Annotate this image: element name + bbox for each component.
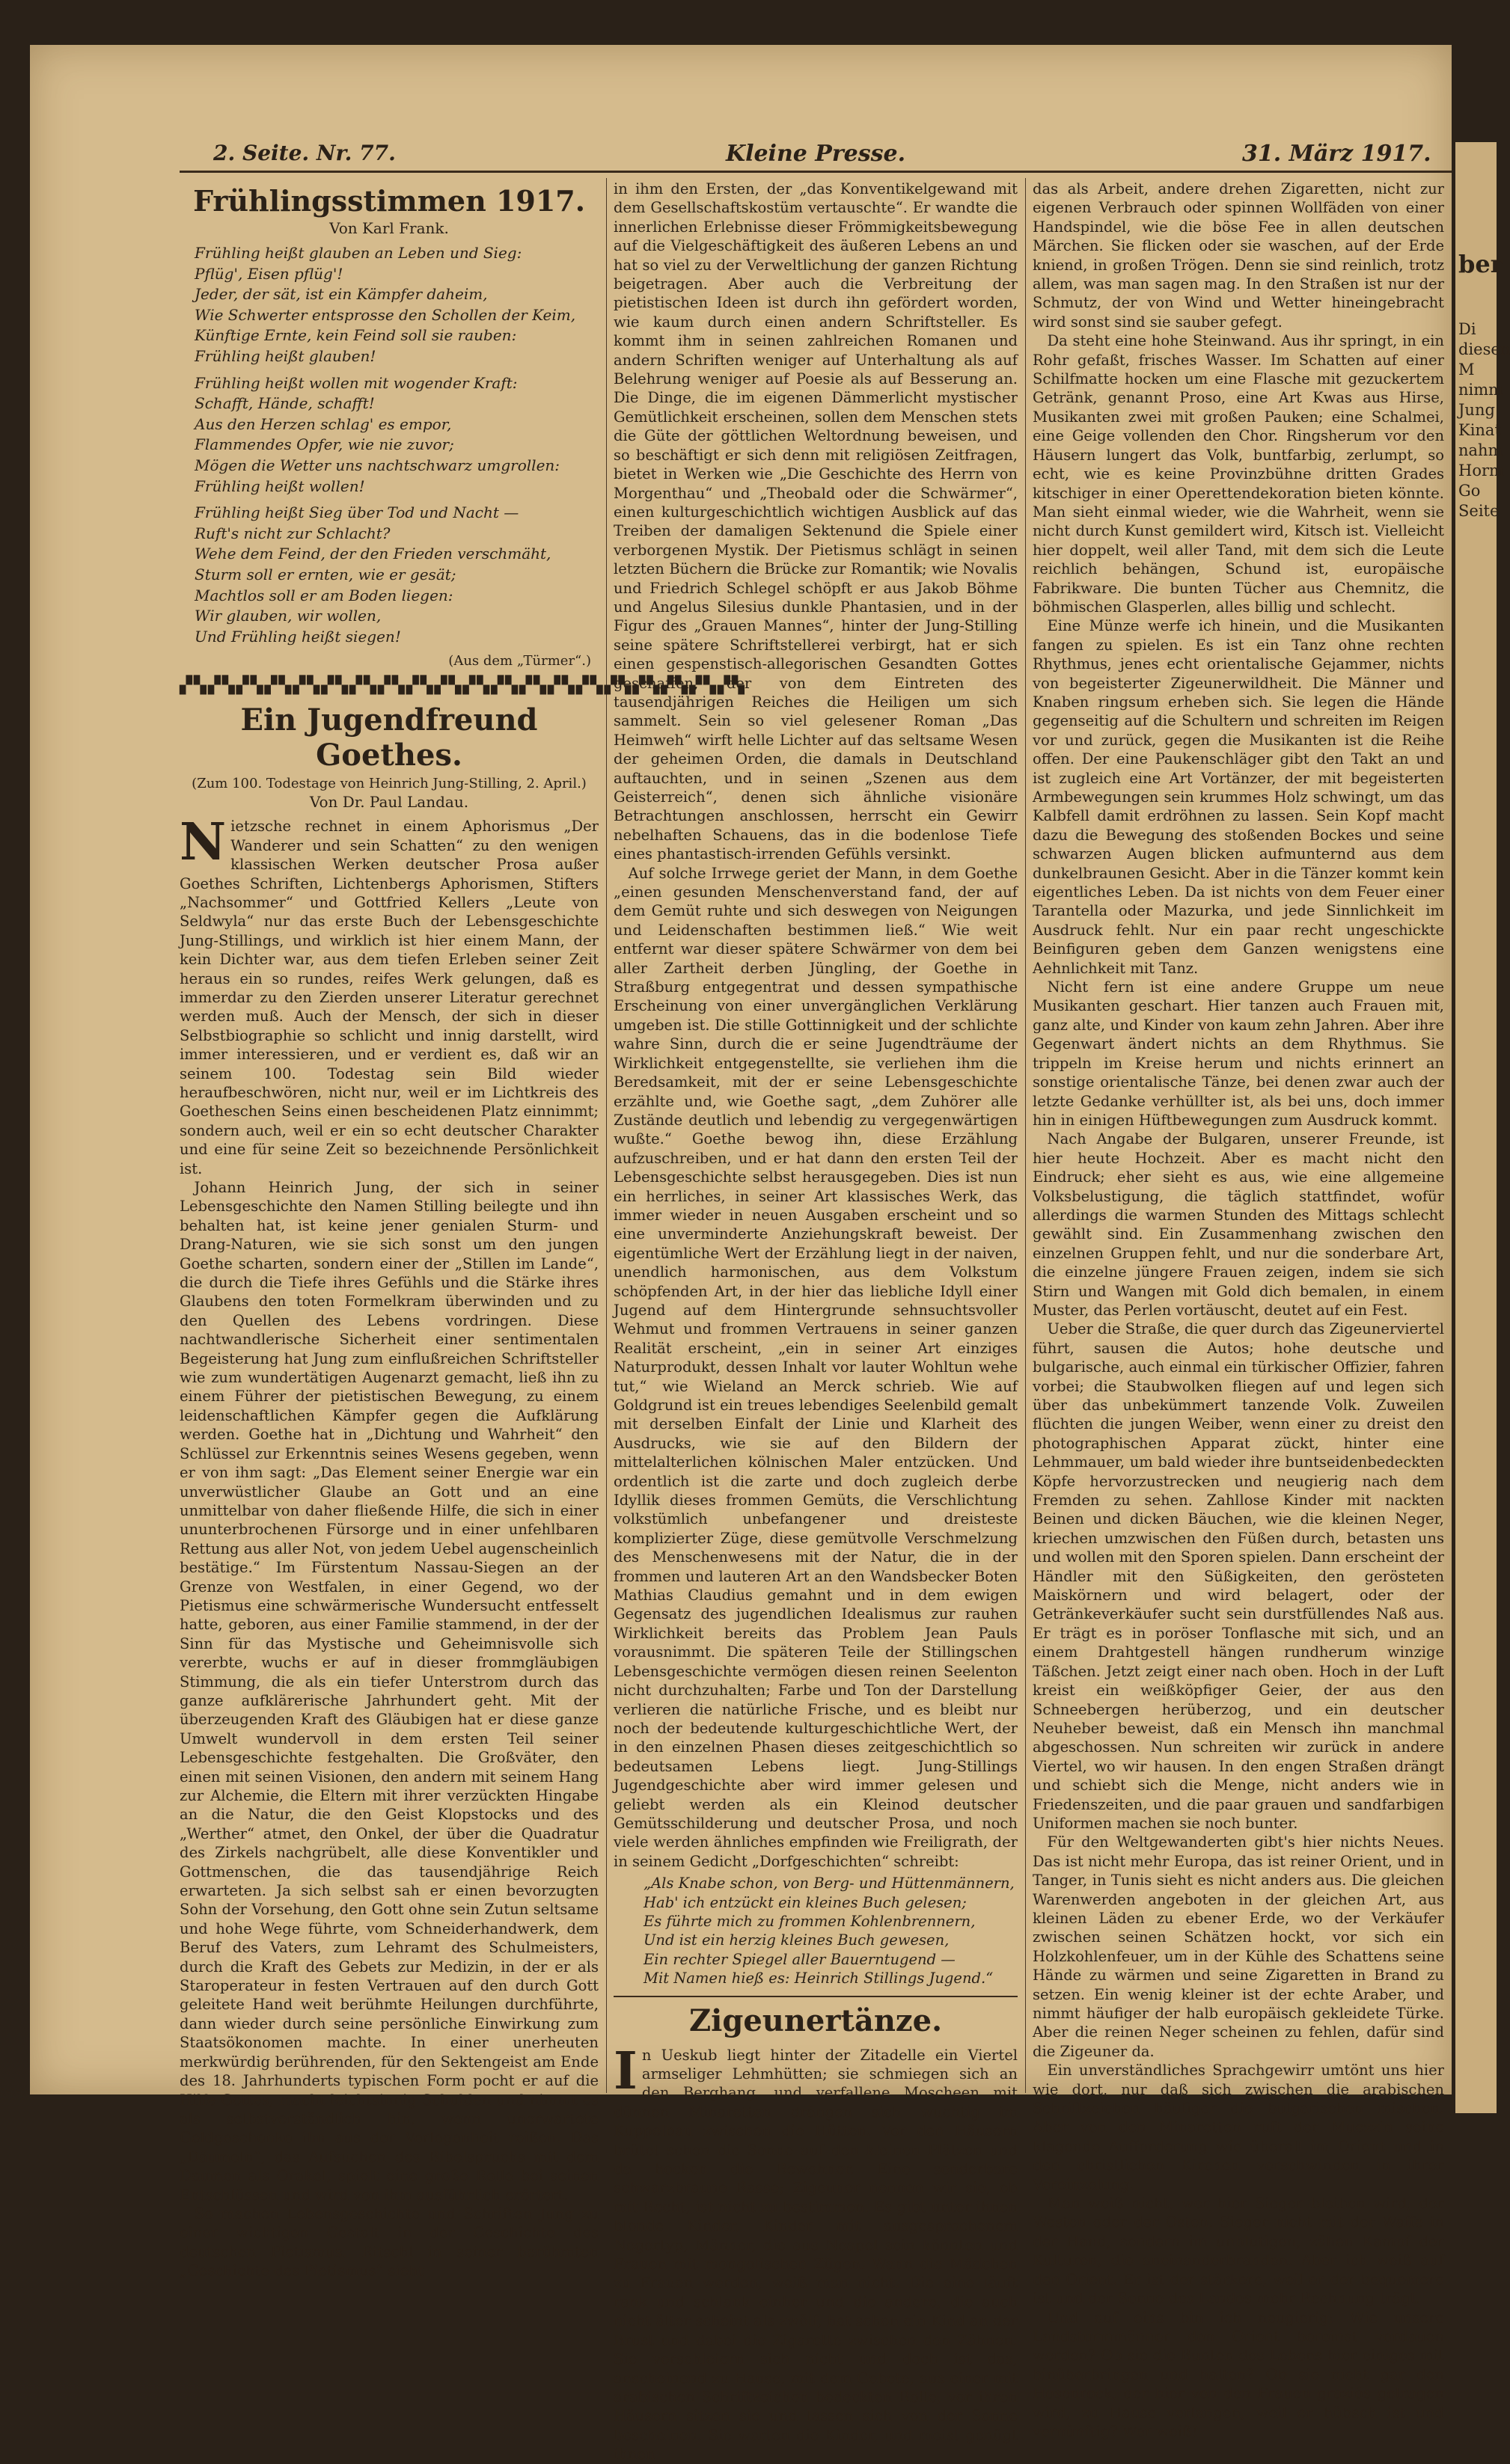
- page-header: [30, 45, 1452, 180]
- poem-title: Frühlingsstimmen 1917.: [193, 184, 585, 218]
- goethe-body-col2: [614, 180, 1018, 1871]
- paragraph: ietzsche rechnet in einem Aphorismus „Der Wanderer und sein Schatten“ zu den wenigen klassischen Werken deutscher Prosa außer Goethes Schriften, Lichtenbergs Aphorismen, Stifters „Nachsommer“ und Gottfried Kellers „Leute von Seldwyla“ nur das erste Buch der Lebensgeschichte Jung-Stillings, und wirklich ist hier einem Mann, der kein Dichter war, aus dem tiefen Erleben seiner Zeit heraus ein so rundes, reifes Werk gelungen, daß es immerdar zu den Zierden unserer Literatur gerechnet werden muß. Auch der Mensch, der sich in dieser Selbstbiographie so schlicht und innig darstellt, wird immer interessieren, und er verdient es, daß wir an seinem 100. Todestag sein Bild wieder heraufbeschwören, nicht nur, weil er im Lichtkreis des Goetheschen Seins einen bescheidenen Platz einnimmt; sondern auch, weil er ein so echt deutscher Charakter und eine für seine Zeit so bezeichnende Persönlichkeit ist.: [180, 818, 599, 1177]
- gypsy-body-col2: [614, 2041, 1018, 2464]
- article-separator: [614, 1996, 1018, 1997]
- fragment: ber: [1458, 250, 1503, 278]
- poem-stanza: [195, 503, 599, 647]
- poem-line: Und Frühling heißt siegen!: [195, 627, 401, 646]
- dropcap-i: I: [614, 2041, 638, 2101]
- dropcap-n: N: [180, 812, 227, 873]
- goethe-byline: Von Dr. Paul Landau.: [309, 793, 469, 812]
- paragraph: So machen Lebensgeschichte und Schriften Jung zu einer wichtigen Gestalt in der Geschichte des deutschen Pietismus. Ritschl in seiner berühmten „Geschichte des Pietismus“ sieht: [180, 2204, 599, 2280]
- paragraph: n Ueskub liegt hinter der Zitadelle ein Viertel armseliger Lehmhütten; sie schmiegen sich an den Berghang, und verfallene Moscheen mit dünnen Minaretten drängen sich wuchtig im Kuppelbau zwischen die Hütten. Vor den Häusern brütet schon die Sonne auf den kleinen Plätzen und da hocken die Bewohner. Eine sonderbare schwarzbraune Rasse; Zigeuner nennen wir sie, ob mit Recht, ist nicht zu bestimmen. Es gibt unter ihnen blonde Kinder, Kinder mit ausgesprochenem Negertyp, Männer, die aus Neapel sein könnten und Frauen mit mongolischen Zügen. Wann die Mädchen zu Frauen werden, weiß man nicht. Die eine läuft rank und schlank einher und die andere, die auch nicht älter scheint als zwölf, hat schon ein Kind an der Brust und dabei die Zigarette zwischen den Zähnen. Sie verschleiern sich nicht und doch ist das, anscheinend zu Hause, mit dem Gebete, aus einer mit arabischen Schriftzeichen bedeckten Rolle, vor ihren Häusern sitzen sie und lassen sich von der Sonne bescheinen. Sie warten die Kinder, und meist genügt ihnen: [614, 2046, 1018, 2463]
- goethe-title: Ein Jugendfreund Goethes.: [240, 702, 538, 773]
- paragraph: Für den Weltgewanderten gibt's hier nichts Neues. Das ist nicht mehr Europa, das ist reiner Orient, und in Tanger, in Tunis sieht es nicht anders aus. Die gleichen Warenwerden angeboten in der gleichen Art, aus kleinen Läden zu ebener Erde, wo der Verkäufer zwischen seinen Schätzen hockt, vor sich ein Holzkohlenfeuer, um in der Kühle des Schattens seine Hände zu wärmen und seine Zigaretten in Brand zu setzen. Ein wenig kleiner ist der echte Araber, und nimmt häufiger der halb europäisch gekleidete Türke. Aber die reinen Neger scheinen zu fehlen, dafür sind die Zigeuner da.: [1033, 1833, 1444, 2060]
- gypsy-body-col3: [1033, 180, 1444, 2441]
- paragraph: Johann Heinrich Jung, der sich in seiner Lebensgeschichte den Namen Stilling beilegte und ihn behalten hat, ist keine jener genialen Sturm- und Drang-Naturen, wie sie sich sonst um den jungen Goethe scharten, sondern einer der „Stillen im Lande“, die durch die Tiefe ihres Gefühls und die Stärke ihres Glaubens den toten Formelkram überwinden und zu den Quellen des Lebens vordringen. Diese nachtwandlerische Sicherheit einer sentimentalen Begeisterung hat Jung zum einflußreichen Schriftsteller wie zum wundertätigen Augenarzt gemacht, ließ ihn zu einem Führer der pietistischen Bewegung, zu einem leidenschaftlichen Kämpfer gegen die Aufklärung werden. Goethe hat in „Dichtung und Wahrheit“ den Schlüssel zur Erkenntnis seines Wesens gegeben, wenn er von ihm sagt: „Das Element seiner Energie war ein unverwüstlicher Glaube an Gott und an eine unmittelbar von daher fließende Hilfe, die sich in einer ununterbrochenen Fürsorge und in einer unfehlbaren Rettung aus aller Not, von jedem Uebel augenscheinlich bestätige.“ Im Fürstentum Nassau-Siegen an der Grenze von Westfalen, in einer Gegend, wo der Pietismus eine schwärmerische Wundersucht entfesselt hatte, geboren, aus einer Familie stammend, in der der Sinn für das Mystische und Geheimnisvolle sich vererbte, wuchs er auf in dieser frommgläubigen Stimmung, die als ein tiefer Unterstrom durch das ganze aufklärerische Jahrhundert geht. Mit der überzeugenden Kraft des Gläubigen hat er diese ganze Umwelt wundervoll in dem ersten Teil seiner Lebensgeschichte festgehalten. Die Großväter, den einen mit seinen Visionen, den andern mit seinem Hang zur Alchemie, die Eltern mit ihrer verzückten Hingabe an die Natur, die den Geist Klopstocks und des „Werther“ atmet, den Onkel, der über die Quadratur des Zirkels nachgrübelt, alle diese Konventikler und Gottmenschen, die das tausendjährige Reich erwarteten. Ja sich selbst sah er einen bevorzugten Sohn der Vorsehung, den Gott ohne sein Zutun seltsame und hohe Wege führte, vom Schneiderhandwerk, dem Beruf des Vaters, zum Lehramt des Schulmeisters, durch die Kraft des Gebets zur Medizin, in der er als Staroperateur in festen Vertrauen auf den durch Gott geleitete Hand weit berühmte Heilungen durchführte, dann wieder durch seine persönliche Einwirkung zum Staatsökonomen machte. In einer unerheuten merkwürdig berührenden, für den Sektengeist am Ende des 18. Jahrhunderts typischen Form pocht er auf die Hilfe Gottes, macht leichtsinnig Schulden und nimmt es als selbstverständlich hin, wenn unerwartete Geldgeschenke ihn aus der Verlegenheit reißen. Das „Däumeln“, das Aufsuchen des Bibelspruchs mit dem Daumen als Orakel, spielt eine große Rolle bei seinen Entschlüssen und wird von ihm ausführlich erörtert.: [180, 1179, 599, 2204]
- fragment: Jung: [1458, 401, 1495, 419]
- quote-line: Mit Namen hieß es: Heinrich Stillings Jugend.“: [644, 1970, 994, 1988]
- paragraph: Auf solche Irrwege geriet der Mann, in dem Goethe „einen gesunden Menschenverstand fand, der auf dem Gemüt ruhte und sich deswegen von Neigungen und Leidenschaften bestimmen ließ.“ Wie weit entfernt war dieser spätere Schwärmer von dem bei aller Zartheit derben Jüngling, der Goethe in Straßburg entgegentrat und dessen sympathische Erscheinung von einer unvergänglichen Verklärung umgeben ist. Die stille Gottinnigkeit und der schlichte wahre Sinn, durch die er seine Jugendträume der Wirklichkeit entgegenstellte, sie verliehen ihm die Beredsamkeit, mit der er seine Lebensgeschichte erzählte und, wie Goethe sagt, „dem Zuhörer alle Zustände deutlich und lebendig zu vergegenwärtigen wußte.“ Goethe bewog ihn, diese Erzählung aufzuschreiben, und er hat dann den ersten Teil der Lebensgeschichte selbst herausgegeben. Dies ist nun ein herrliches, in seiner Art klassisches Werk, das immer wieder in neuen Ausgaben erscheint und so eine unverminderte Anziehungskraft beweist. Der eigentümliche Wert der Erzählung liegt in der naiven, unendlich harmonischen, aus dem Volkstum schöpfenden Art, in der hier das liebliche Idyll einer Jugend auf dem Hintergrunde sehnsuchtsvoller Wehmut und frommen Vertrauens in seiner ganzen Realität erscheint, „ein in seiner Art einziges Naturprodukt, dessen Inhalt vor lauter Wohltun wehe tut,“ wie Wieland an Merck schrieb. Wie auf Goldgrund ist ein treues lebendiges Seelenbild gemalt mit derselben Einfalt der Linie und Klarheit des Ausdrucks, wie sie auf den Bildern der mittelalterlichen kölnischen Maler entzücken. Und ordentlich ist die zarte und doch zugleich derbe Idyllik dieses frommen Gemüts, die Verschlichtung volkstümlich unbefangener und dreisteste komplizierter Züge, diese gemütvolle Verschmelzung des Menschenwesens mit der Natur, die in der frommen und lauteren Art an den Wandsbecker Boten Mathias Claudius gemahnt und in dem ewigen Gegensatz des jugendlichen Idealismus zur rauhen Wirklichkeit bereits das Problem Jean Pauls vorausnimmt. Die späteren Teile der Stillingschen Lebensgeschichte vermögen diesen reinen Seelenton nicht durchzuhalten; Farbe und Ton der Darstellung verlieren die natürliche Frische, und es bleibt nur noch der bedeutende kulturgeschichtliche Wert, der in den einzelnen Phasen dieses zeitgeschichtlich so bedeutsamen Lebens liegt. Jung-Stillings Jugendgeschichte aber wird immer gelesen und geliebt werden als ein Kleinod deutscher Gemütsschilderung und deutscher Prosa, und noch viele werden ähnliches empfinden wie Freiligrath, der in seinem Gedicht „Dorfgeschichten“ schreibt:: [614, 864, 1018, 1870]
- fragment: nahm: [1458, 441, 1503, 459]
- fragment: diesen: [1458, 340, 1510, 358]
- poem-line: Frühling heißt Sieg über Tod und Nacht —: [195, 503, 519, 522]
- header-left: 2. Seite. Nr. 77.: [213, 141, 396, 165]
- poem-body: [195, 243, 599, 647]
- poem-line: Wie Schwerter entsprosse den Schollen der Keim,: [195, 305, 576, 324]
- paragraph: Eine Münze werfe ich hinein, und die Musikanten fangen zu spielen. Es ist ein Tanz ohne rechten Rhythmus, jenes echt orientalische Gejammer, nichts von begeisterter Zigeunerwildheit. Die Männer und Knaben ringsum erheben sich. Sie legen die Hände gegenseitig auf die Schultern und schreiten im Reigen vor und zurück, gegen die Musikanten ist die Reihe offen. Der eine Paukenschläger gibt den Takt an und ist zugleich eine Art Vortänzer, der mit begeisterten Armbewegungen sein krummes Holz schwingt, um das Kalbfell damit erdröhnen zu lassen. Sein Kopf macht dazu die Bewegung des stoßenden Bockes und seine schwarzen Augen blicken aufmunternd aus dem dunkelbraunen Gesicht. Aber in die Tänzer kommt kein eigentliches Leben. Da ist nichts von dem Feuer einer Tarantella oder Mazurka, und jede Sinnlichkeit im Ausdruck fehlt. Nur ein paar recht ungeschickte Beinfiguren geben dem Ganzen wenigstens eine Aehnlichkeit mit Tanz.: [1033, 617, 1444, 977]
- poem-line: Wehe dem Feind, der den Frieden verschmäht,: [195, 545, 551, 563]
- fragment: nimm: [1458, 381, 1504, 399]
- poem-line: Pflüg', Eisen pflüg'!: [195, 264, 343, 283]
- header-center: Kleine Presse.: [726, 141, 906, 167]
- paragraph: Nicht fern ist eine andere Gruppe um neue Musikanten geschart. Hier tanzen auch Frauen mit, ganz alte, und Kinder von kaum zehn Jahren. Aber ihre Gegenwart ändert nichts an dem Rhythmus. Sie trippeln im Kreise herum und nichts erinnert an sonstige orientalische Tänze, bei denen zwar auch der letzte Gedanke verhüllter ist, als bei uns, doch immer hin in einigen Hüftbewegungen zum Ausdruck kommt.: [1033, 978, 1444, 1129]
- column-3: [1033, 180, 1444, 2440]
- fragment: Seite: [1458, 502, 1500, 520]
- poem-line: Sturm soll er ernten, wie er gesät;: [195, 565, 456, 583]
- paragraph: Und auf eins bin ich neugierig: Wie unsere Landsturmmänner den Orient bereinst verdauen werden? Ob sie die Bunten des Lebens hier einiges mit hinüberbringen und halten? Ob sie nicht gar den Hosenrock, der hier von den Frauen graziös getragen wird, zu Hause verlangen, weil er hübsch ist und vernünftig? Wer weiß!: [1033, 2308, 1444, 2440]
- poem-line: Aus den Herzen schlag' es empor,: [195, 414, 452, 433]
- poem-line: Wir glauben, wir wollen,: [195, 607, 382, 625]
- poem-line: Jeder, der sät, ist ein Kämpfer daheim,: [195, 285, 488, 304]
- poem-line: Schafft, Hände, schafft!: [195, 394, 375, 413]
- poem-byline: Von Karl Frank.: [329, 219, 449, 237]
- poem-stanza: [195, 373, 599, 497]
- poem-line: Frühling heißt wollen mit wogender Kraft:: [195, 373, 518, 392]
- paragraph: Ueber die Straße, die quer durch das Zigeunerviertel führt, sausen die Autos; hohe deutsche und bulgarische, auch einmal ein türkischer Offizier, fahren vorbei; die Staubwolken fliegen auf und legen sich über das unbekümmert tanzende Volk. Zuweilen flüchten die jungen Weiber, wenn einer zu dreist den photographischen Apparat zückt, hinter eine Lehmmauer, um bald wieder ihre buntseidenbedeckten Köpfe hervorzustrecken und neugierig nach dem Fremden zu sehen. Zahllose Kinder mit nackten Beinen und dicken Bäuchen, wie die kleinen Neger, kriechen umzwischen den Füßen durch, betasten uns und wollen mit den Sporen spielen. Dann erscheint der Händler mit den Süßigkeiten, den gerösteten Maiskörnern und wird belagert, oder der Getränkeverkäufer sucht sein durstfüllendes Naß aus. Er trägt es in poröser Tonflasche mit sich, und an einem Drahtgestell hängen rundherum winzige Täßchen. Jetzt zeigt einer nach oben. Hoch in der Luft kreist ein weißköpfiger Geier, der aus den Schneebergen herüberzog, und ein deutscher Neuheber beweist, daß ein Mensch ihn manchmal abgeschossen. Nun schreiten wir zurück in andere Viertel, wo wir hausen. In den engen Straßen drängt und schiebt sich die Menge, nicht anders wie in Friedenszeiten, und die paar grauen und sandfarbigen Uniformen machen sie noch bunter.: [1033, 1320, 1444, 1832]
- column-divider-1: [606, 178, 607, 2093]
- paragraph: Da steht eine hohe Steinwand. Aus ihr springt, in ein Rohr gefaßt, frisches Wasser. Im Schatten auf einer Schilfmatte hocken um eine Flasche mit gezuckertem Getränk, genannt Proso, eine Art Kwas aus Hirse, Musikanten zwei mit großen Pauken; eine Schalmei, eine Geige vollenden den Chor. Ringsherum vor den Häusern lungert das Volk, buntfarbig, zerlumpt, so echt, wie es keine Provinzbühne dritten Grades kitschiger in einer Operettendekoration bieten könnte. Man sieht einmal wieder, wie die Wahrheit, wenn sie nicht durch Kunst gemildert wird, Kitsch ist. Vielleicht hier doppelt, weil aller Tand, mit dem sich die Leute reichlich behängen, Schund ist, europäische Fabrikware. Die bunten Tücher aus Chemnitz, die böhmischen Glasperlen, alles billig und schlecht.: [1033, 332, 1444, 616]
- fragment: Kinat: [1458, 421, 1501, 439]
- poem-line: Machtlos soll er am Boden liegen:: [195, 586, 453, 604]
- column-2: [614, 180, 1018, 2463]
- quote-line: Ein rechter Spiegel aller Bauerntugend —: [644, 1950, 956, 1968]
- paragraph: Nach Angabe der Bulgaren, unserer Freunde, ist hier heute Hochzeit. Aber es macht nicht den Eindruck; eher sieht es aus, wie eine allgemeine Volksbelustigung, die täglich stattfindet, wofür allerdings die warmen Stunden des Mittags schlecht gewählt sind. Ein Zusammenhang zwischen den einzelnen Gruppen fehlt, und nur die sonderbare Art, die einzelne jüngere Frauen zeigen, indem sie sich Stirn und Wangen mit Gold dich bemalen, in einem Muster, das Perlen vortäuscht, deutet auf ein Fest.: [1033, 1130, 1444, 1319]
- fragment: Go: [1458, 482, 1481, 500]
- fragment: Horm: [1458, 462, 1504, 479]
- quote-line: Es führte mich zu frommen Kohlenbrennern,: [644, 1912, 976, 1930]
- header-rule: [180, 171, 1452, 173]
- poem-stanza: [195, 243, 599, 367]
- poem-line: Frühling heißt glauben!: [195, 346, 376, 365]
- poem-line: Ruft's nicht zur Schlacht?: [195, 524, 391, 542]
- paragraph: Ein unverständliches Sprachgewirr umtönt uns hier wie dort, nur daß sich zwischen die arabischen Schriftzeichen häufiger die bulgarischen mischen. Aber von den Minaretten ruft der Muezzin seine klagende Aufforderung wie überall im Orient und in den christlichen Kirchen verschwinden in ihrer Vereinzelung.: [1033, 2062, 1444, 2193]
- goethe-subtitle: (Zum 100. Todestage von Heinrich Jung-Stilling, 2. April.): [192, 776, 587, 792]
- poem-line: Frühling heißt wollen!: [195, 476, 365, 495]
- paragraph: das als Arbeit, andere drehen Zigaretten, nicht zur eigenen Verbrauch oder spinnen Wollfäden von einer Handspindel, wie die böse Fee in allen deutschen Märchen. Sie flicken oder sie waschen, auf der Erde kniend, in großen Trögen. Denn sie sind reinlich, trotz allem, was man sagen mag. In den Straßen ist nur der Schmutz, der von Wind und Wetter hineingebracht wird sonst sind sie sauber gefegt.: [1033, 180, 1444, 331]
- column-1: [180, 180, 746, 2280]
- paragraph: in ihm den Ersten, der „das Konventikelgewand mit dem Gesellschaftskostüm vertauschte“. Er wandte die innerlichen Erlebnisse dieser Frömmigkeitsbewegung auf die Vielgeschäftigkeit des äußeren Lebens an und hat so viel zu der Verweltlichung der ganzen Richtung beigetragen. Aber auch die Verbreitung der pietistischen Ideen ist durch ihn gefördert worden, wie kaum durch einen andern Schriftsteller. Es kommt ihm in seinen zahlreichen Romanen und andern Schriften weniger auf Unterhaltung als auf Belehrung weniger auf Poesie als auf Besserung an. Die Dinge, die im eigenen Dämmerlicht mystischer Gemütlichkeit erscheinen, sollen dem Menschen stets die Güte der göttlichen Weltordnung beweisen, und so beschäftigt er sich denn mit religiösen Zeitfragen, bietet in Werken wie „Die Geschichte des Herrn von Morgenthau“ und „Theobald oder die Schwärmer“, einen kulturgeschichtlich wichtigen Ausblick auf das Treiben der damaligen Sektenund die Spiele einer verborgenen Mystik. Der Pietismus schlägt in seinen letzten Büchern die Brücke zur Romantik; wie Novalis und Friedrich Schlegel schöpft er aus Jakob Böhme und Angelus Silesius dunkle Phantasien, und in der Figur des „Grauen Mannes“, hinter der Jung-Stilling seine spätere Schriftstellerei verbirgt, hat er sich einen gespenstisch-allegorischen Gesandten Gottes geschaffen, der von dem Eintreten des tausendjährigen Reiches die Heiligen um sich sammelt. Sein so viel gelesener Roman „Das Heimweh“ wirft helle Lichter auf das seltsame Wesen der geheimen Orden, die damals in Deutschland auftauchten, und in seinen „Szenen aus dem Geisterreich“, denen sich ähnliche visionäre Betrachtungen anschlossen, herrscht ein Gewirr nebelhaften Schauens, das in die bodenlose Tiefe eines phantastisch-irrenden Gefühls versinkt.: [614, 180, 1018, 863]
- newspaper-page: [30, 45, 1452, 2463]
- paragraph: Man weiß nicht, wer hier Sieger bleiben wird, der Westen oder der Osten. Sieger nicht mit der Waffe in der Hand, sondern im unblutigen, zähen Kampf der Kulturen, die aneinanderbranden. Aber ich weiß auf den Orient. Er ist der stärkere, weil er der bequemere ist und der Sonne des Landes mehr Rechnung trägt.: [1033, 2195, 1444, 2308]
- ornament-divider: ▞▚▞▚▞▚▞▚▞▚▞▚▞▚▞▚▞▚▞▚▞▚▞▚▞▚▞▚▞▚▞▚▞▚▞▚▞▚▞▚: [180, 676, 746, 696]
- poem-line: Mögen die Wetter uns nachtschwarz umgrollen:: [195, 456, 560, 474]
- goethe-body-col1: [180, 812, 599, 2280]
- fragment: Di: [1458, 320, 1476, 338]
- freiligrath-quote: [644, 1874, 1018, 1988]
- quote-line: Und ist ein herzig kleines Buch gewesen,: [644, 1931, 950, 1949]
- quote-line: Hab' ich entzückt ein kleines Buch gelesen;: [644, 1893, 967, 1911]
- column-divider-2: [1025, 178, 1026, 2093]
- fragment: M: [1458, 361, 1475, 379]
- quote-line: „Als Knabe schon, von Berg- und Hüttenmännern,: [644, 1875, 1015, 1893]
- header-right: 31. März 1917.: [1242, 141, 1431, 167]
- poem-line: Flammendes Opfer, wie nie zuvor;: [195, 435, 454, 454]
- gypsy-title: Zigeunertänze.: [688, 2002, 943, 2038]
- adjacent-page-strip: [1455, 142, 1510, 2113]
- poem-source: (Aus dem „Türmer“.): [448, 653, 591, 669]
- poem-line: Frühling heißt glauben an Leben und Sieg:: [195, 244, 522, 262]
- poem-line: Künftige Ernte, kein Feind soll sie rauben:: [195, 326, 517, 345]
